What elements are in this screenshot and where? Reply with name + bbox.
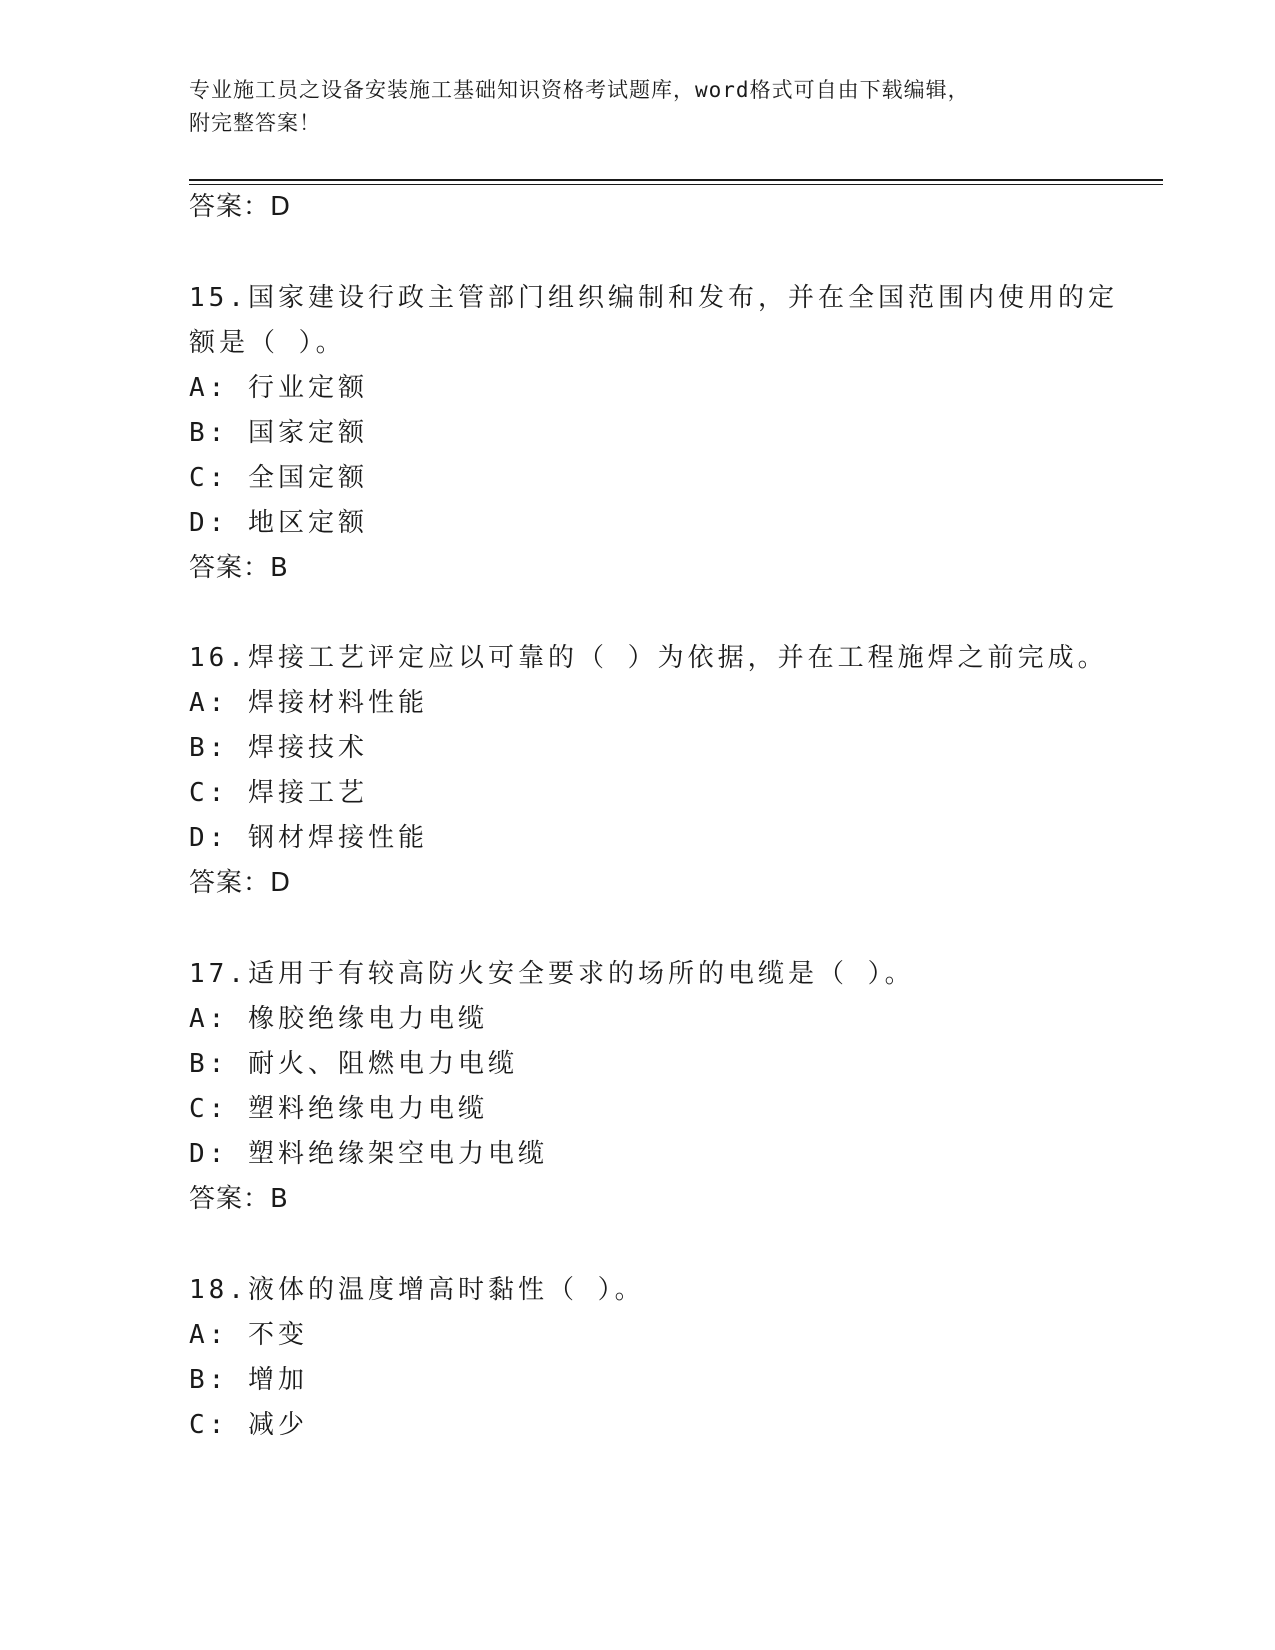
question-16-option-c: C: 焊接工艺 — [189, 778, 368, 808]
question-17-option-b: B: 耐火、阻燃电力电缆 — [189, 1049, 518, 1079]
header-divider-thick — [189, 179, 1163, 181]
header-divider-thin — [189, 184, 1163, 185]
question-15-option-c: C: 全国定额 — [189, 463, 368, 493]
question-17-answer: 答案：B — [189, 1184, 289, 1214]
question-15-stem-line-1: 15.国家建设行政主管部门组织编制和发布，并在全国范围内使用的定 — [189, 283, 1118, 313]
answer-previous: 答案：D — [189, 192, 292, 222]
question-15-option-b: B: 国家定额 — [189, 418, 368, 448]
question-16-answer: 答案：D — [189, 868, 292, 898]
question-18-option-a: A: 不变 — [189, 1320, 308, 1350]
question-15-stem-line-2: 额是（ ）。 — [189, 328, 346, 358]
header-line-2: 附完整答案！ — [189, 111, 321, 135]
question-17-option-c: C: 塑料绝缘电力电缆 — [189, 1094, 488, 1124]
document-header — [189, 74, 1109, 140]
question-16-option-d: D: 钢材焊接性能 — [189, 823, 428, 853]
question-16-option-b: B: 焊接技术 — [189, 733, 368, 763]
question-15-option-d: D: 地区定额 — [189, 508, 368, 538]
question-17-option-d: D: 塑料绝缘架空电力电缆 — [189, 1139, 548, 1169]
question-18-option-c: C: 减少 — [189, 1410, 308, 1440]
header-line-1: 专业施工员之设备安装施工基础知识资格考试题库，word格式可自由下载编辑， — [189, 78, 970, 102]
question-16-option-a: A: 焊接材料性能 — [189, 688, 428, 718]
question-17-option-a: A: 橡胶绝缘电力电缆 — [189, 1004, 488, 1034]
question-16-stem-line-1: 16.焊接工艺评定应以可靠的（ ）为依据，并在工程施焊之前完成。 — [189, 643, 1108, 673]
question-18-stem-line-1: 18.液体的温度增高时黏性（ ）。 — [189, 1275, 645, 1305]
question-15-answer: 答案：B — [189, 553, 289, 583]
question-18-option-b: B: 增加 — [189, 1365, 308, 1395]
question-15-option-a: A: 行业定额 — [189, 373, 368, 403]
question-17-stem-line-1: 17.适用于有较高防火安全要求的场所的电缆是（ ）。 — [189, 959, 915, 989]
